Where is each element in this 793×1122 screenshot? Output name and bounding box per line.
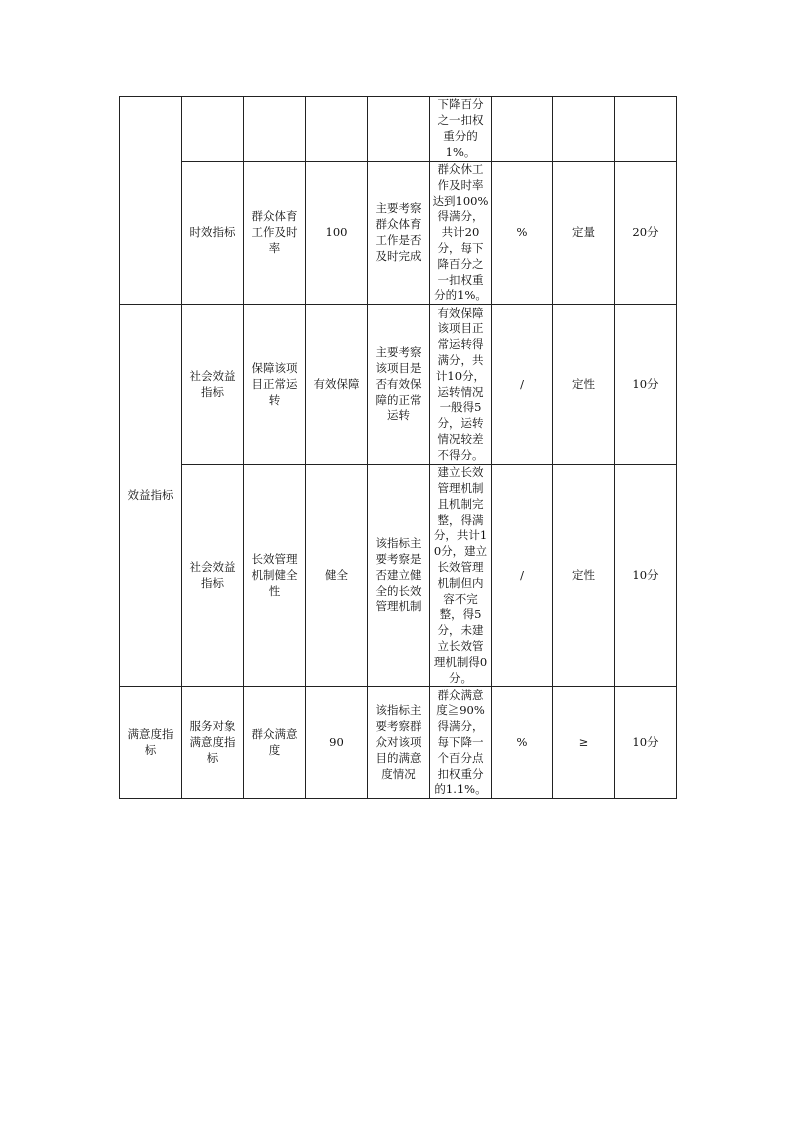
- level1-cell: 满意度指标: [120, 687, 182, 799]
- level2-cell: [182, 97, 244, 162]
- scoring-cell: 群众满意度≧90%得满分，每下降一个百分点扣权重分的1.1%。: [430, 687, 492, 799]
- unit-cell: [492, 97, 553, 162]
- level3-cell: 群众体育工作及时率: [244, 162, 306, 305]
- scoring-cell: 群众休工作及时率达到100%得满分，共计20分，每下降百分之一扣权重分的1%。: [430, 162, 492, 305]
- unit-cell: %: [492, 162, 553, 305]
- table-row: [120, 97, 677, 162]
- scoring-cell: 有效保障该项目正常运转得满分，共计10分，运转情况一般得5分，运转情况较差不得分。: [430, 305, 492, 465]
- nature-cell: 定性: [553, 465, 615, 687]
- target-cell: 100: [306, 162, 368, 305]
- performance-indicator-table: [119, 96, 677, 799]
- explain-cell: 该指标主要考察是否建立健全的长效管理机制: [368, 465, 430, 687]
- level2-cell: 社会效益指标: [182, 465, 244, 687]
- unit-cell: %: [492, 687, 553, 799]
- scoring-cell: 下降百分之一扣权重分的1%。: [430, 97, 492, 162]
- level1-cell: 效益指标: [120, 305, 182, 687]
- level3-cell: 保障该项目正常运转: [244, 305, 306, 465]
- level1-cell: [120, 97, 182, 305]
- target-cell: 90: [306, 687, 368, 799]
- nature-cell: [553, 97, 615, 162]
- target-cell: 健全: [306, 465, 368, 687]
- level2-cell: 服务对象满意度指标: [182, 687, 244, 799]
- level2-cell: 社会效益指标: [182, 305, 244, 465]
- weight-cell: 10分: [615, 305, 677, 465]
- weight-cell: 20分: [615, 162, 677, 305]
- weight-cell: 10分: [615, 465, 677, 687]
- level3-cell: [244, 97, 306, 162]
- nature-cell: ≥: [553, 687, 615, 799]
- target-cell: [306, 97, 368, 162]
- target-cell: 有效保障: [306, 305, 368, 465]
- level3-cell: 群众满意度: [244, 687, 306, 799]
- table-row: [120, 305, 677, 465]
- weight-cell: 10分: [615, 687, 677, 799]
- explain-cell: 主要考察群众体育工作是否及时完成: [368, 162, 430, 305]
- level3-cell: 长效管理机制健全性: [244, 465, 306, 687]
- table-row: [120, 162, 677, 305]
- table-row: [120, 465, 677, 687]
- table-row: [120, 687, 677, 799]
- nature-cell: 定量: [553, 162, 615, 305]
- unit-cell: /: [492, 305, 553, 465]
- level2-cell: 时效指标: [182, 162, 244, 305]
- weight-cell: [615, 97, 677, 162]
- explain-cell: 该指标主要考察群众对该项目的满意度情况: [368, 687, 430, 799]
- unit-cell: /: [492, 465, 553, 687]
- explain-cell: [368, 97, 430, 162]
- scoring-cell: 建立长效管理机制且机制完整，得满分，共计10分，建立长效管理机制但内容不完整，得5分，未建立长效管理机制得0分。: [430, 465, 492, 687]
- nature-cell: 定性: [553, 305, 615, 465]
- explain-cell: 主要考察该项目是否有效保障的正常运转: [368, 305, 430, 465]
